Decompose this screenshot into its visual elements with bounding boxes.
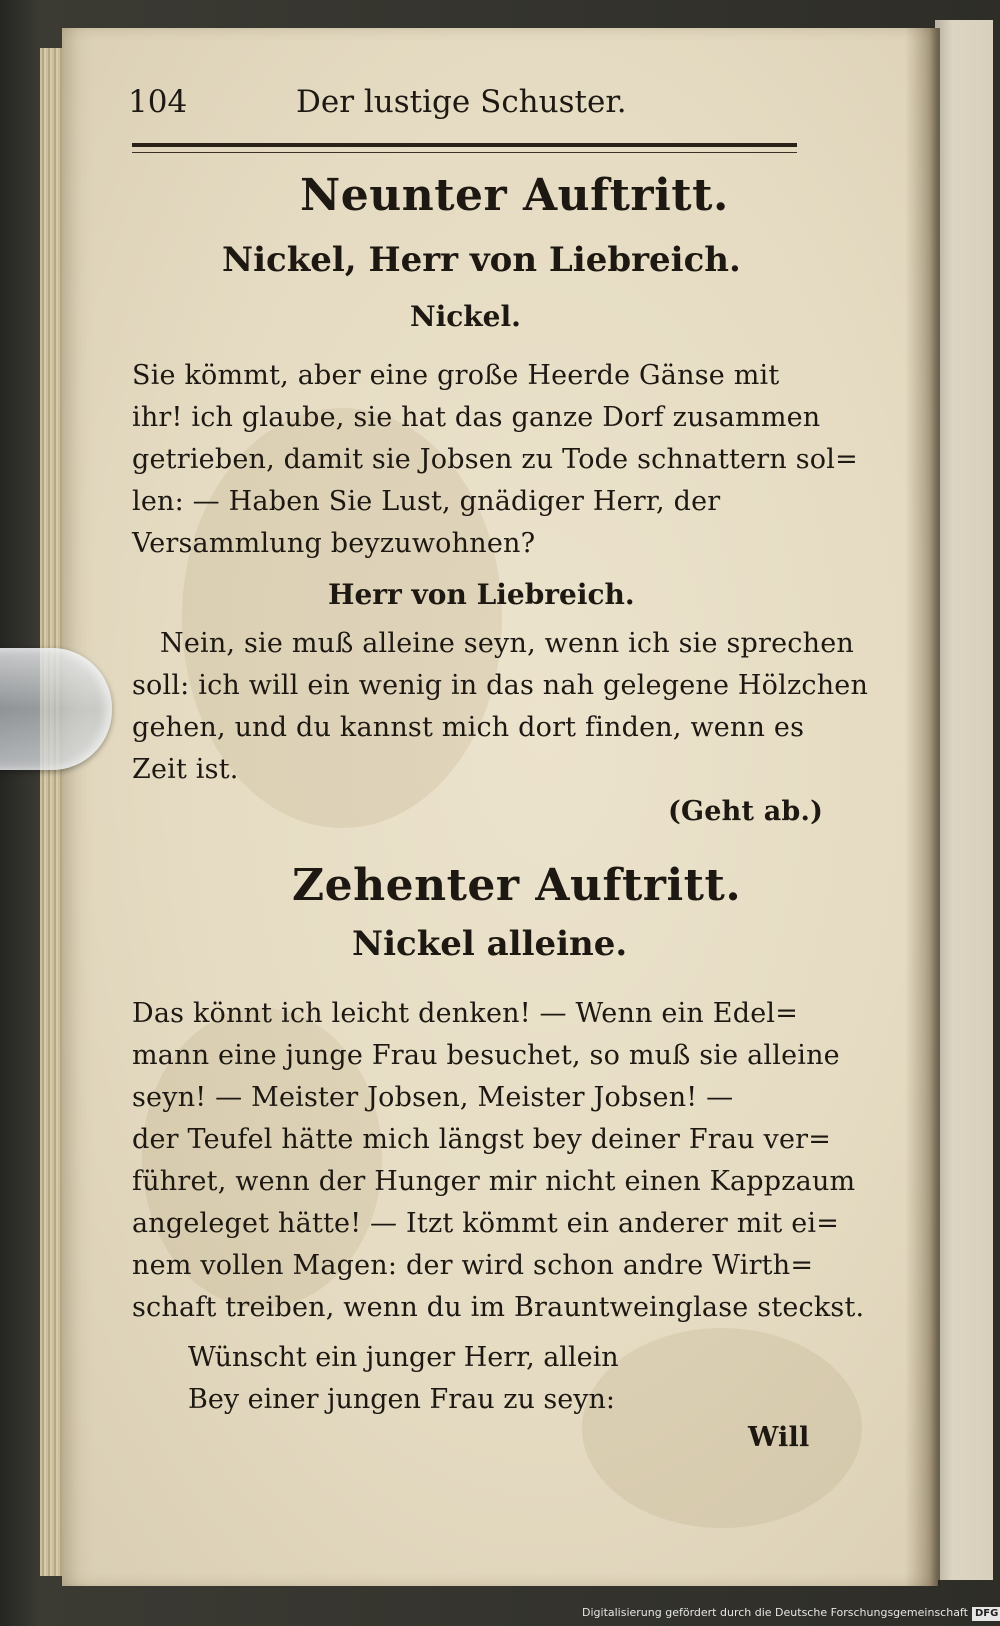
dfg-logo-badge: DFG — [972, 1607, 1000, 1621]
catchword: Will — [748, 1422, 810, 1453]
speaker-name: Herr von Liebreich. — [328, 578, 635, 611]
verse-line: Wünscht ein junger Herr, allein — [188, 1342, 619, 1373]
scene-characters: Nickel alleine. — [352, 924, 628, 964]
text-line: schaft treiben, wenn du im Brauntweinglase steckst. — [132, 1292, 865, 1323]
head-rule — [132, 143, 797, 147]
text-line: Zeit ist. — [132, 754, 239, 785]
text-line: getrieben, damit sie Jobsen zu Tode schnattern sol= — [132, 444, 858, 475]
scene-characters: Nickel, Herr von Liebreich. — [222, 240, 741, 280]
head-rule-thin — [132, 152, 797, 153]
text-line: führet, wenn der Hunger mir nicht einen Kappzaum — [132, 1166, 856, 1197]
running-title: Der lustige Schuster. — [296, 84, 627, 120]
adjacent-page-edge — [935, 20, 993, 1580]
text-line: nem vollen Magen: der wird schon andre Wirth= — [132, 1250, 814, 1281]
scene-heading: Neunter Auftritt. — [300, 170, 729, 221]
text-line: Das könnt ich leicht denken! — Wenn ein Edel= — [132, 998, 799, 1029]
text-line: Sie kömmt, aber eine große Heerde Gänse mit — [132, 360, 780, 391]
scene-heading: Zehenter Auftritt. — [292, 860, 742, 911]
text-line: ihr! ich glaube, sie hat das ganze Dorf zusammen — [132, 402, 821, 433]
stage-direction: (Geht ab.) — [668, 796, 824, 827]
page-number: 104 — [128, 84, 188, 120]
paper-stain — [582, 1328, 862, 1528]
running-head — [128, 84, 798, 134]
digitization-credit — [582, 1606, 999, 1624]
text-line: len: — Haben Sie Lust, gnädiger Herr, der — [132, 486, 721, 517]
credit-text: Digitalisierung gefördert durch die Deutsche Forschungsgemeinschaft — [582, 1606, 968, 1619]
text-line: seyn! — Meister Jobsen, Meister Jobsen! — — [132, 1082, 734, 1113]
verse-line: Bey einer jungen Frau zu seyn: — [188, 1384, 615, 1415]
speaker-name: Nickel. — [410, 300, 521, 333]
text-line: Nein, sie muß alleine seyn, wenn ich sie sprechen — [160, 628, 854, 659]
text-line: gehen, und du kannst mich dort finden, wenn es — [132, 712, 805, 743]
text-line: mann eine junge Frau besuchet, so muß sie alleine — [132, 1040, 840, 1071]
text-line: soll: ich will ein wenig in das nah gelegene Hölzchen — [132, 670, 869, 701]
text-line: der Teufel hätte mich längst bey deiner Frau ver= — [132, 1124, 832, 1155]
gutter-shadow — [905, 28, 940, 1586]
text-line: angeleget hätte! — Itzt kömmt ein anderer mit ei= — [132, 1208, 840, 1239]
text-line: Versammlung beyzuwohnen? — [132, 528, 536, 559]
